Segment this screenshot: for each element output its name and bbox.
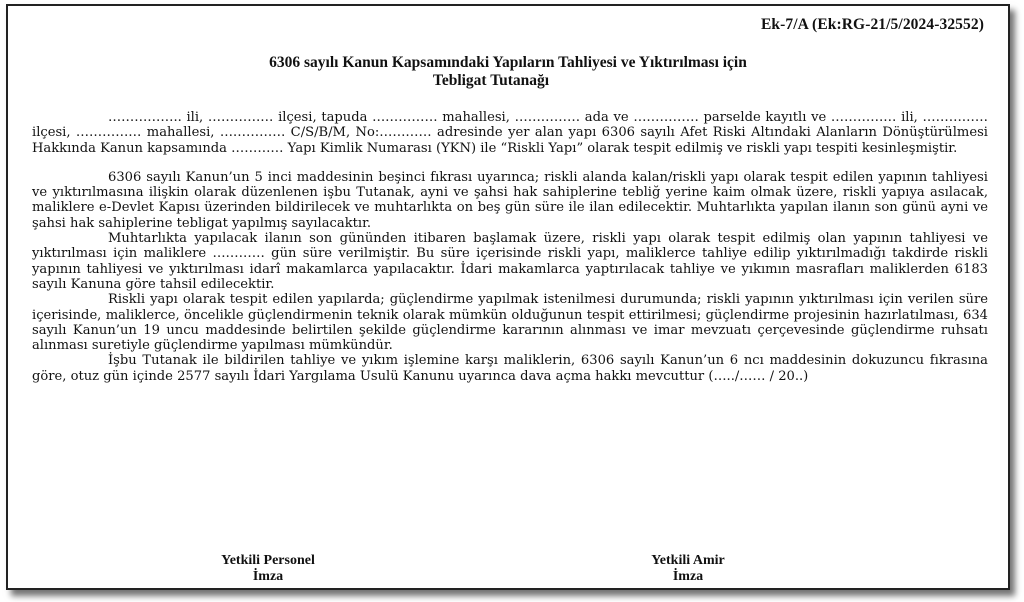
- title-line-2: Tebligat Tutanağı: [432, 72, 550, 89]
- signature-role: Yetkili Personel: [221, 553, 315, 568]
- paragraph-strengthening: Riskli yapı olarak tespit edilen yapılarda; güçlendirme yapılmak istenilmesi durumunda; riskli yapının yıktırılması için verilen süre içerisinde, maliklerce, öncelikle güçlendirmenin teknik olarak mümkün olduğunun tespit ettirilmesi; güçlendirme projesinin hazırlatılması, 634 sayılı Kanun’un 19 uncu maddesinde belirtilen şekilde güçlendirme kararının alınması ve imar mevzuatı çerçevesinde güçlendirme ruhsatı alınması suretiyle güçlendirme yapılması mümkündür.: [32, 292, 988, 354]
- document-title: [8, 54, 1008, 90]
- document-body: [32, 110, 988, 384]
- document-page: [6, 4, 1010, 590]
- paragraph-notification: 6306 sayılı Kanun’un 5 inci maddesinin beşinci fıkrası uyarınca; riskli alanda kalan/riskli yapı olarak tespit edilen yapının tahliyesi ve yıktırılmasına ilişkin olarak düzenlenen işbu Tutanak, ayni ve şahsi hak sahiplerine tebliğ yerine kaim olmak üzere, riskli yapıya asılacak, maliklere e-Devlet Kapısı üzerinden bildirilecek ve muhtarlıkta on beş gün süre ile ilan edilecektir. Muhtarlıkta yapılan ilanın son günü ayni ve şahsi hak sahiplerine tebligat yapılmış sayılacaktır.: [32, 169, 988, 231]
- paragraph-property-info: …………….. ili, …………… ilçesi, tapuda …………… mahallesi, …………… ada ve …………… parselde kayıtlı ve …………… ili, …………… ilçesi, …………… mahallesi, …………… C/S/B/M, No:………… adresinde yer alan yapı 6306 sayılı Afet Riski Altındaki Alanların Dönüştürülmesi Hakkında Kanun kapsamında ………… Yapı Kimlik Numarası (YKN) ile “Riskli Yapı” olarak tespit edilmiş ve riskli yapı tespiti kesinleşmiştir.: [32, 110, 988, 156]
- signature-label: İmza: [672, 569, 704, 584]
- paragraph-legal-rights: İşbu Tutanak ile bildirilen tahliye ve yıkım işlemine karşı maliklerin, 6306 sayılı Kanun’un 6 ncı maddesinin dokuzuncu fıkrasına göre, otuz gün içinde 2577 sayılı İdari Yargılama Usulü Kanunu uyarınca dava açma hakkı mevcuttur (…../…… / 20..): [32, 353, 988, 384]
- signature-block-personnel: [148, 553, 388, 585]
- title-line-1: 6306 sayılı Kanun Kapsamındaki Yapıların Tahliyesi ve Yıktırılması için: [269, 54, 747, 71]
- signature-label: İmza: [252, 569, 284, 584]
- paragraph-eviction-period: Muhtarlıkta yapılacak ilanın son gününden itibaren başlamak üzere, riskli yapı olarak tespit edilmiş olan yapının tahliyesi ve yıktırılması için maliklere ………… gün süre verilmiştir. Bu süre içerisinde riskli yapı, maliklerce tahliye edilip yıktırılmadığı takdirde riskli yapının tahliyesi ve yıktırılması idarî makamlarca yapılacaktır. İdari makamlarca yaptırılacak tahliye ve yıkımın masrafları maliklerden 6183 sayılı Kanuna göre tahsil edilecektir.: [32, 231, 988, 292]
- signature-role: Yetkili Amir: [651, 553, 725, 568]
- signature-block-supervisor: [568, 553, 808, 585]
- annex-reference: Ek-7/A (Ek:RG-21/5/2024-32552): [760, 16, 984, 33]
